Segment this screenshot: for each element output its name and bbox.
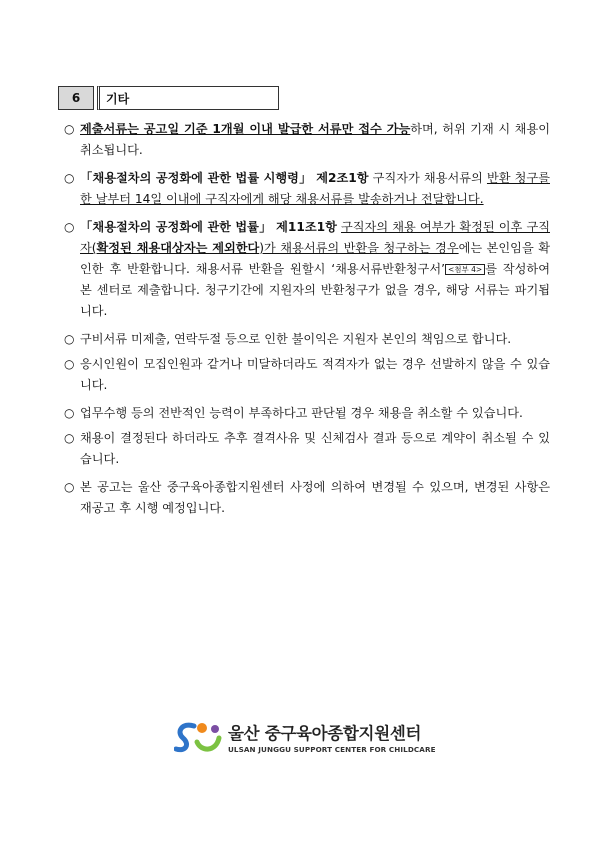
notice-text-segment: 응시인원이 모집인원과 같거나 미달하더라도 적격자가 없는 경우 선발하지 않을 수 있습니다. [80, 357, 550, 392]
bullet-circle: ○ [64, 332, 75, 346]
notice-list [64, 119, 550, 526]
attachment-tag: <첨부 4> [445, 264, 485, 275]
notice-item [64, 329, 550, 350]
notice-text-segment: 「채용절차의 공정화에 관한 법률」 제11조1항 [80, 220, 337, 234]
notice-text [80, 329, 550, 350]
notice-text-segment: 확정된 채용대상자는 제외한다 [96, 241, 260, 255]
org-name-english: ULSAN JUNGGU SUPPORT CENTER FOR CHILDCARE [228, 745, 436, 754]
notice-text-segment: 구직자의 채용 여부가 확정된 이후 구직자( [80, 220, 550, 255]
notice-text-segment: 제출서류는 공고일 기준 1개월 이내 발급한 서류만 접수 가능 [80, 122, 411, 136]
bullet-circle: ○ [64, 357, 75, 371]
notice-text [80, 168, 550, 210]
notice-text-segment: 본 공고는 울산 중구육아종합지원센터 사정에 의하여 변경될 수 있으며, 변경된 사항은 재공고 후 시행 예정입니다. [80, 480, 550, 515]
notice-text [80, 354, 550, 396]
footer-brand [174, 718, 436, 756]
notice-text-segment: 반환 청구를 한 날부터 14일 이내에 구직자에게 해당 채용서류를 발송하거나 전달합니다. [80, 171, 550, 206]
section-number: 6 [58, 86, 94, 110]
notice-item [64, 428, 550, 470]
notice-text [80, 428, 550, 470]
notice-text [80, 217, 550, 322]
bullet-circle: ○ [64, 220, 75, 234]
bullet-circle: ○ [64, 406, 75, 420]
notice-text-segment: 를 작성하여 본 센터로 제출합니다. 청구기간에 지원자의 반환청구가 없을 경우, 해당 서류는 파기됩니다. [80, 262, 550, 318]
section-header [58, 86, 279, 110]
notice-text-segment: 「채용절차의 공정화에 관한 법률 시행령」 제2조1항 [80, 171, 369, 185]
notice-text-segment: 채용이 결정된다 하더라도 추후 결격사유 및 신체검사 결과 등으로 계약이 취소될 수 있습니다. [80, 431, 550, 466]
notice-text-segment: 에는 본인임을 확인한 후 반환합니다. 채용서류 반환을 원할시 ‘채용서류반환청구서’ [80, 241, 550, 276]
notice-item [64, 217, 550, 322]
bullet-circle: ○ [64, 171, 75, 185]
notice-item [64, 354, 550, 396]
notice-text-segment: 구직자가 채용서류의 [368, 171, 487, 185]
notice-text-segment: )가 채용서류의 반환을 청구하는 경우 [259, 241, 459, 255]
notice-item [64, 168, 550, 210]
notice-item [64, 477, 550, 519]
notice-text [80, 119, 550, 161]
notice-text-segment: 하며, 허위 기재 시 채용이 취소됩니다. [80, 122, 550, 157]
notice-text [80, 477, 550, 519]
notice-text-segment: 구비서류 미제출, 연락두절 등으로 인한 불이익은 지원자 본인의 책임으로 합니다. [80, 332, 512, 346]
notice-text-segment: 업무수행 등의 전반적인 능력이 부족하다고 판단될 경우 채용을 취소할 수 있습니다. [80, 406, 523, 420]
notice-item [64, 403, 550, 424]
section-title: 기타 [97, 86, 279, 110]
bullet-circle: ○ [64, 431, 75, 445]
bullet-circle: ○ [64, 122, 75, 136]
notice-item [64, 119, 550, 161]
childcare-center-logo-icon [174, 718, 224, 756]
org-name-korean: 울산 중구육아종합지원센터 [228, 724, 422, 743]
notice-text [80, 403, 550, 424]
bullet-circle: ○ [64, 480, 75, 494]
